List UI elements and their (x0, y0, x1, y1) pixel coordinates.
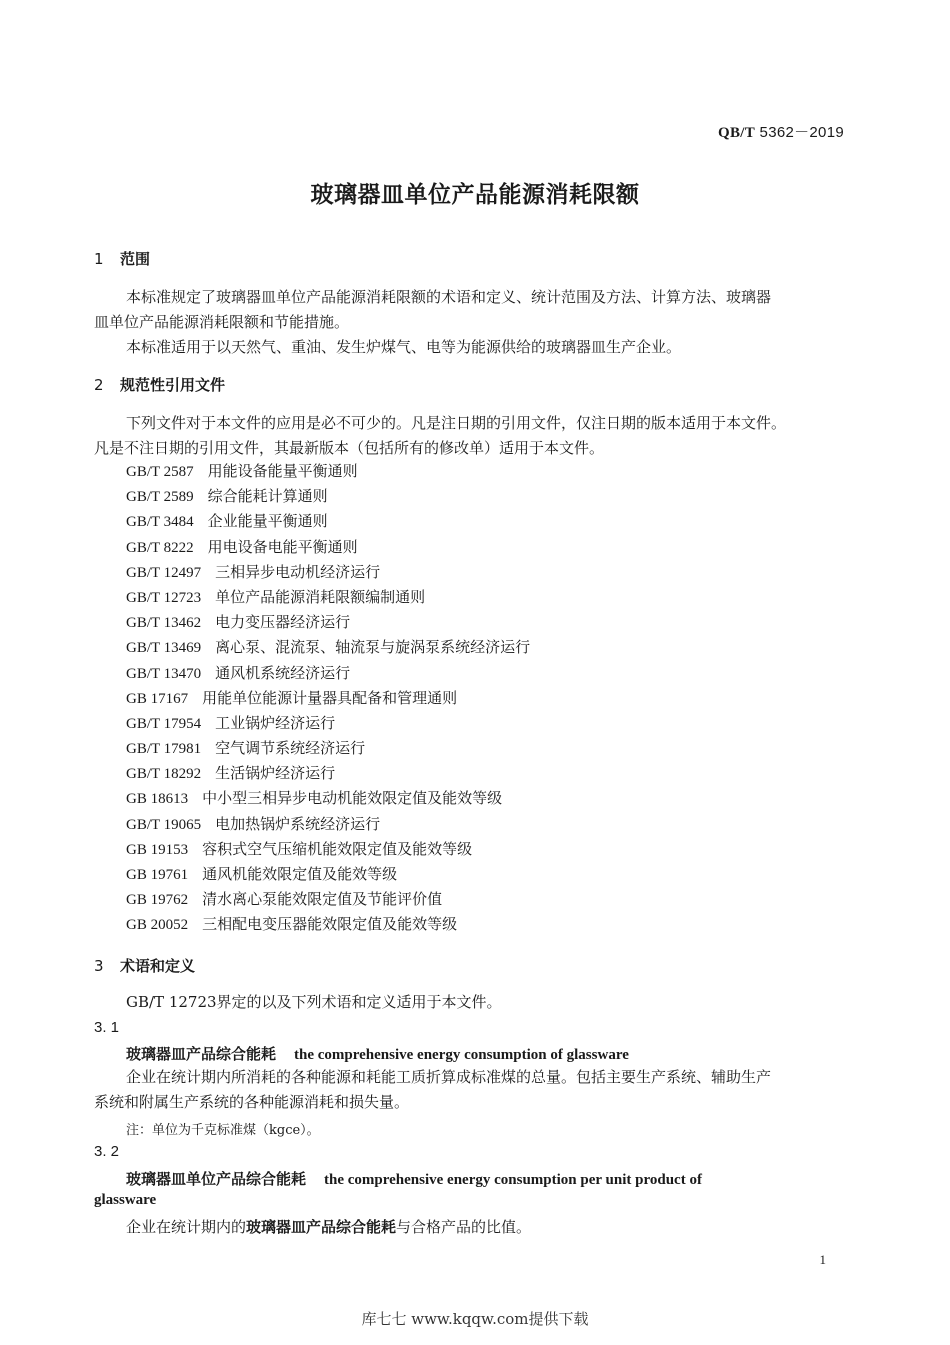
reference-item (126, 786, 530, 811)
reference-code: GB 17167 (126, 690, 189, 707)
scope-paragraph-2: 本标准适用于以天然气、重油、发生炉煤气、电等为能源供给的玻璃器皿生产企业。 (126, 338, 682, 356)
section-1-heading (94, 248, 150, 269)
reference-name: 空气调节系统经济运行 (215, 739, 366, 758)
reference-item (126, 761, 530, 786)
term-3-2 (126, 1168, 702, 1189)
refs-intro-line-1: 下列文件对于本文件的应用是必不可少的。凡是注日期的引用文件，仅注日期的版本适用于本文件。 (126, 414, 787, 432)
reference-code: GB/T 13469 (126, 640, 202, 657)
reference-item (126, 585, 530, 610)
reference-code: GB 20052 (126, 917, 189, 934)
page-number: 1 (819, 1252, 826, 1267)
scope-paragraph-line-2: 皿单位产品能源消耗限额和节能措施。 (94, 313, 350, 331)
reference-name: 工业锅炉经济运行 (215, 713, 336, 732)
reference-code: GB/T 19065 (126, 816, 202, 833)
term-3-1 (126, 1043, 629, 1064)
clause-3-2-number: 3. 2 (94, 1143, 120, 1160)
reference-code: GB/T 2589 (126, 489, 194, 506)
definition-3-1-line-2: 系统和附属生产系统的各种能源消耗和损失量。 (94, 1093, 410, 1111)
section-title: 范围 (120, 250, 151, 268)
reference-code: GB 19761 (126, 867, 189, 883)
reference-name: 电力变压器经济运行 (215, 613, 351, 632)
reference-item (126, 686, 530, 711)
reference-item (126, 661, 530, 686)
section-3-heading (94, 955, 195, 976)
reference-item (126, 736, 530, 761)
reference-name: 清水离心泵能效限定值及节能评价值 (202, 890, 443, 909)
reference-item (126, 812, 530, 837)
reference-name: 企业能量平衡通则 (207, 512, 328, 531)
reference-name: 通风机系统经济运行 (215, 663, 351, 682)
reference-list (0, 459, 531, 938)
terms-intro: GB/T 12723界定的以及下列术语和定义适用于本文件。 (126, 993, 502, 1011)
refs-intro-line-2: 凡是不注日期的引用文件，其最新版本（包括所有的修改单）适用于本文件。 (94, 439, 605, 457)
reference-item (126, 912, 530, 937)
definition-prefix: 企业在统计期内的 (126, 1218, 247, 1236)
reference-code: GB/T 3484 (126, 514, 194, 531)
reference-name: 生活锅炉经济运行 (215, 764, 336, 783)
standard-prefix: QB/T (718, 125, 756, 141)
reference-name: 中小型三相异步电动机能效限定值及能效等级 (202, 789, 503, 808)
term-chinese: 玻璃器皿单位产品综合能耗 (126, 1170, 307, 1188)
document-title: 玻璃器皿单位产品能源消耗限额 (310, 182, 640, 208)
reference-item (126, 635, 530, 660)
reference-name: 离心泵、混流泵、轴流泵与旋涡泵系统经济运行 (215, 638, 531, 657)
definition-3-1-line-1: 企业在统计期内所消耗的各种能源和耗能工质折算成标准煤的总量。包括主要生产系统、辅助生产 (126, 1068, 772, 1086)
reference-item (126, 509, 530, 534)
reference-code: GB/T 2587 (126, 464, 194, 480)
term-english: the comprehensive energy consumption per unit product of (324, 1172, 702, 1188)
note-3-1: 注：单位为千克标准煤（kgce）。 (126, 1123, 320, 1138)
scope-paragraph-line-1: 本标准规定了玻璃器皿单位产品能源消耗限额的术语和定义、统计范围及方法、计算方法、玻璃器 (126, 288, 772, 306)
reference-name: 三相异步电动机经济运行 (215, 562, 381, 581)
download-footer: 库七七 www.kqqw.com提供下载 (361, 1310, 589, 1328)
reference-item (126, 887, 530, 912)
reference-name: 三相配电变压器能效限定值及能效等级 (202, 915, 458, 934)
definition-suffix: 与合格产品的比值。 (396, 1218, 532, 1236)
term-3-2-english-continued: glassware (94, 1192, 157, 1208)
section-title: 规范性引用文件 (120, 376, 226, 394)
definition-bold-term: 玻璃器皿产品综合能耗 (246, 1218, 397, 1236)
reference-code: GB 18613 (126, 791, 189, 808)
reference-name: 用能单位能源计量器具配备和管理通则 (202, 688, 458, 707)
reference-code: GB 19762 (126, 892, 189, 909)
reference-code: GB/T 13462 (126, 615, 202, 632)
reference-item (126, 862, 530, 887)
reference-item (126, 484, 530, 509)
section-title: 术语和定义 (120, 957, 196, 975)
section-number: 2 (94, 376, 104, 394)
section-number: 3 (94, 957, 104, 975)
reference-name: 单位产品能源消耗限额编制通则 (215, 587, 426, 606)
reference-name: 通风机能效限定值及能效等级 (202, 865, 398, 883)
term-chinese: 玻璃器皿产品综合能耗 (126, 1045, 277, 1063)
reference-name: 电加热锅炉系统经济运行 (215, 814, 381, 833)
reference-item (126, 711, 530, 736)
standard-number: 5362－2019 (759, 124, 844, 141)
reference-name: 容积式空气压缩机能效限定值及能效等级 (202, 839, 473, 858)
reference-code: GB/T 17954 (126, 715, 202, 732)
reference-item (126, 560, 530, 585)
reference-code: GB 19153 (126, 841, 189, 858)
reference-code: GB/T 12497 (126, 564, 202, 581)
reference-item (126, 610, 530, 635)
clause-3-1-number: 3. 1 (94, 1019, 120, 1036)
reference-item (126, 459, 530, 484)
reference-code: GB/T 18292 (126, 766, 202, 783)
reference-item (126, 535, 530, 560)
term-english: the comprehensive energy consumption of glassware (294, 1047, 629, 1063)
reference-name: 综合能耗计算通则 (207, 487, 328, 506)
section-2-heading (94, 374, 225, 395)
reference-code: GB/T 17981 (126, 741, 202, 758)
reference-name: 用能设备能量平衡通则 (207, 462, 358, 480)
reference-name: 用电设备电能平衡通则 (207, 537, 358, 556)
section-number: 1 (94, 250, 104, 268)
definition-3-2 (126, 1215, 882, 1240)
standard-code (718, 121, 844, 142)
reference-code: GB/T 13470 (126, 665, 202, 682)
reference-code: GB/T 8222 (126, 539, 194, 556)
reference-code: GB/T 12723 (126, 589, 202, 606)
reference-item (126, 837, 530, 862)
